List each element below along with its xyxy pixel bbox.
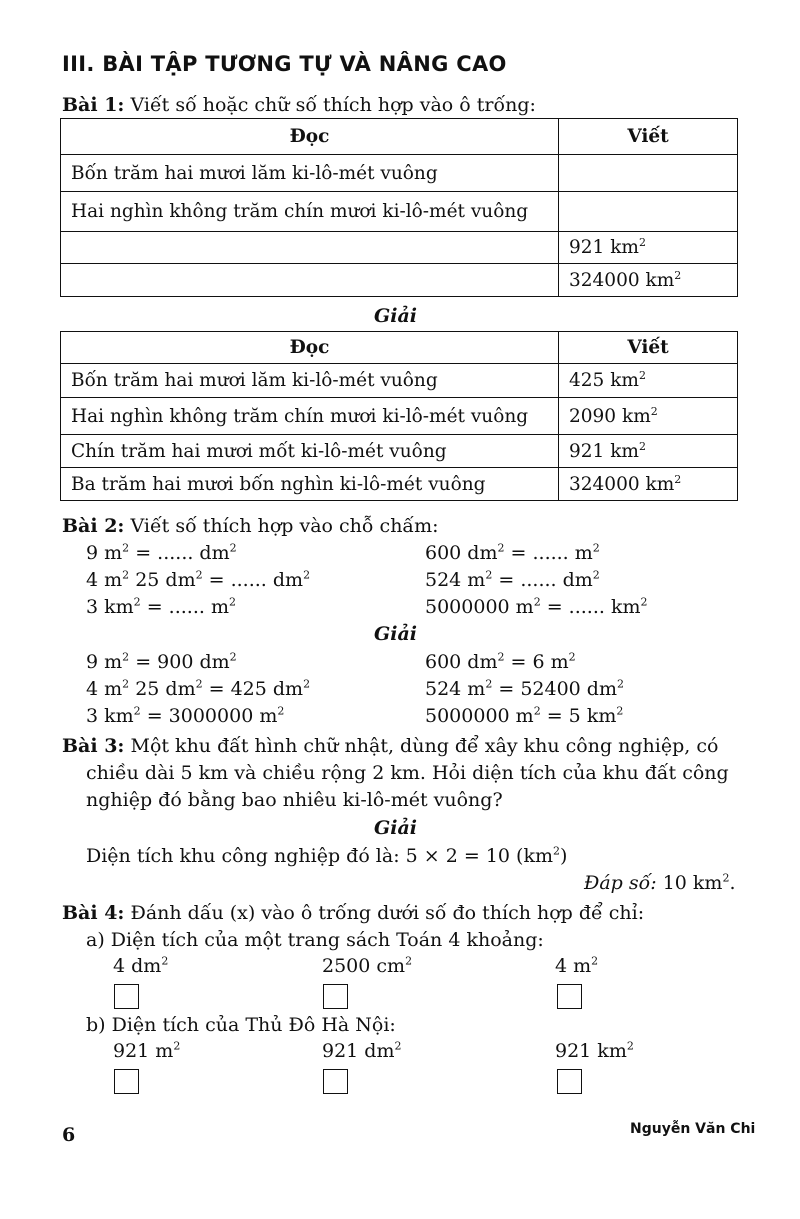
bai3-label: Bài 3: xyxy=(62,735,125,757)
bai2-question-r2: 524 $m^2$ = ...... $dm^2$ xyxy=(425,568,600,591)
bai2-instruction: Viết số thích hợp vào chỗ chấm: xyxy=(130,515,439,537)
read-cell: Hai nghìn không trăm chín mươi ki-lô-mét vuông xyxy=(61,192,559,232)
bai2-answer-r3: 5000000 $m^2 = 5$ $km^2$ xyxy=(425,704,624,727)
read-cell: Bốn trăm hai mươi lăm ki-lô-mét vuông xyxy=(61,364,559,398)
option-a1-label: 4 $dm^2$ xyxy=(113,954,169,977)
author-name: Nguyễn Văn Chi xyxy=(630,1121,756,1137)
option-a3-label: 4 $m^2$ xyxy=(555,954,599,977)
option-b2-label: 921 $dm^2$ xyxy=(322,1039,402,1062)
page-number: 6 xyxy=(62,1124,76,1146)
bai1-label: Bài 1: xyxy=(62,94,125,116)
write-cell xyxy=(559,192,738,232)
bai2-answer-r2: 524 $m^2 = 52400$ $dm^2$ xyxy=(425,677,624,700)
giai-label: Giải xyxy=(374,817,417,839)
bai2-question-l2: 4 $m^2$ 25 $dm^2$ = ...... $dm^2$ xyxy=(86,568,311,591)
read-cell-blank xyxy=(61,232,559,264)
option-b3-checkbox[interactable] xyxy=(557,1069,582,1094)
write-cell: 324000 $km^2$ xyxy=(559,264,738,297)
bai3-solution: Diện tích khu công nghiệp đó là: 5 × 2 = 10 $(km^2)$ xyxy=(86,844,568,867)
write-cell: 324000 $km^2$ xyxy=(559,468,738,501)
column-header-read: Đọc xyxy=(61,119,559,155)
write-cell: 921 $km^2$ xyxy=(559,232,738,264)
bai4-label: Bài 4: xyxy=(62,902,125,924)
read-cell-blank xyxy=(61,264,559,297)
bai2-question-r1: 600 $dm^2$ = ...... $m^2$ xyxy=(425,541,600,564)
table-row xyxy=(61,364,738,398)
option-a3-checkbox[interactable] xyxy=(557,984,582,1009)
bai1-answer-table xyxy=(60,331,738,501)
bai2-label: Bài 2: xyxy=(62,515,125,537)
section-title: III. BÀI TẬP TƯƠNG TỰ VÀ NÂNG CAO xyxy=(62,52,507,76)
bai1-heading xyxy=(62,94,536,116)
bai3-line1: Bài 3: Một khu đất hình chữ nhật, dùng để xây khu công nghiệp, có xyxy=(62,735,719,757)
table-row xyxy=(61,468,738,501)
bai2-answer-l2: 4 $m^2$ 25 $dm^2 = 425$ $dm^2$ xyxy=(86,677,311,700)
read-cell: Chín trăm hai mươi mốt ki-lô-mét vuông xyxy=(61,435,559,468)
bai3-answer: Đáp số: 10 $km^2$. xyxy=(584,871,736,894)
table-row xyxy=(61,155,738,192)
bai4-heading xyxy=(62,902,644,924)
write-cell: 921 $km^2$ xyxy=(559,435,738,468)
bai2-question-r3: 5000000 $m^2$ = ...... $km^2$ xyxy=(425,595,648,618)
read-cell: Bốn trăm hai mươi lăm ki-lô-mét vuông xyxy=(61,155,559,192)
column-header-write: Viết xyxy=(559,332,738,364)
bai3-line2: chiều dài 5 km và chiều rộng 2 km. Hỏi diện tích của khu đất công xyxy=(86,762,729,784)
option-b1-checkbox[interactable] xyxy=(114,1069,139,1094)
option-b2-checkbox[interactable] xyxy=(323,1069,348,1094)
write-cell: 425 $km^2$ xyxy=(559,364,738,398)
giai-label: Giải xyxy=(374,305,417,327)
option-a1-checkbox[interactable] xyxy=(114,984,139,1009)
bai2-answer-l1: 9 $m^2 = 900$ $dm^2$ xyxy=(86,650,237,673)
read-cell: Hai nghìn không trăm chín mươi ki-lô-mét vuông xyxy=(61,398,559,435)
table-row xyxy=(61,192,738,232)
table-row xyxy=(61,398,738,435)
option-a2-label: 2500 $cm^2$ xyxy=(322,954,413,977)
bai2-answer-l3: 3 $km^2 = 3000000$ $m^2$ xyxy=(86,704,285,727)
bai2-heading xyxy=(62,515,439,537)
option-a2-checkbox[interactable] xyxy=(323,984,348,1009)
column-header-read: Đọc xyxy=(61,332,559,364)
bai4-part-b: b) Diện tích của Thủ Đô Hà Nội: xyxy=(86,1014,396,1036)
read-cell: Ba trăm hai mươi bốn nghìn ki-lô-mét vuông xyxy=(61,468,559,501)
write-cell xyxy=(559,155,738,192)
table-row xyxy=(61,435,738,468)
write-cell: 2090 $km^2$ xyxy=(559,398,738,435)
bai2-answer-r1: 600 $dm^2 = 6$ $m^2$ xyxy=(425,650,576,673)
option-b3-label: 921 $km^2$ xyxy=(555,1039,634,1062)
table-row xyxy=(61,232,738,264)
column-header-write: Viết xyxy=(559,119,738,155)
bai1-question-table xyxy=(60,118,738,297)
table-row xyxy=(61,264,738,297)
bai4-part-a: a) Diện tích của một trang sách Toán 4 khoảng: xyxy=(86,929,544,951)
bai3-line3: nghiệp đó bằng bao nhiêu ki-lô-mét vuông? xyxy=(86,789,503,811)
bai2-question-l3: 3 $km^2$ = ...... $m^2$ xyxy=(86,595,236,618)
bai4-instruction: Đánh dấu (x) vào ô trống dưới số đo thích hợp để chỉ: xyxy=(130,902,645,924)
option-b1-label: 921 $m^2$ xyxy=(113,1039,181,1062)
bai1-instruction: Viết số hoặc chữ số thích hợp vào ô trống: xyxy=(130,94,536,116)
giai-label: Giải xyxy=(374,623,417,645)
bai2-question-l1: 9 $m^2$ = ...... $dm^2$ xyxy=(86,541,237,564)
